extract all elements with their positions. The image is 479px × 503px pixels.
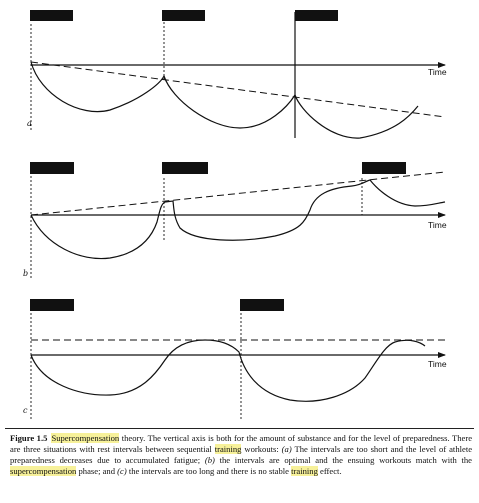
figure-caption [10,433,472,477]
caption-subfigure-ref: (a) [281,444,292,454]
workout-bar [162,162,208,174]
time-axis-label: Time [428,67,447,77]
preparedness-curve [31,340,425,401]
highlighted-term: training [214,444,242,454]
panel-label: a [27,119,32,128]
caption-subfigure-ref: (b) [204,455,215,465]
caption-text: theory. The vertical axis is both for the amount of substance and for the level of preparedness. There are three situations with rest intervals between sequential [10,433,473,454]
workout-bar [30,10,73,21]
panel-label: b [23,269,29,278]
workout-bar [30,299,74,311]
highlighted-term: training [291,466,318,476]
caption-text: effect. [317,466,342,476]
preparedness-curve [31,62,418,138]
workout-bar [295,10,338,21]
workout-bar [30,162,74,174]
trend-line [31,62,445,117]
time-axis-label: Time [428,220,447,230]
preparedness-curve [31,180,445,259]
panel-c [23,299,447,420]
time-axis-label: Time [428,359,447,369]
panel-a [27,10,447,138]
caption-rule [5,428,474,429]
panel-b [23,162,447,278]
trend-line [31,172,445,215]
caption-subfigure-ref: (c) [117,466,127,476]
workout-bar [162,10,205,21]
caption-text: workouts: [241,444,282,454]
caption-text: The intervals are too short and the level of athlete preparedness decreases due to accumulated fatigue; [10,444,473,465]
caption-text: phase; and [76,466,118,476]
caption-body [10,433,472,476]
workout-bar [240,299,284,311]
caption-text: the intervals are optimal and the ensuing workouts match with the [214,455,472,465]
figure-number: Figure 1.5 [10,433,48,443]
caption-text: the intervals are too long and there is no stable [126,466,292,476]
workout-bar [362,162,406,174]
panel-label: c [23,406,28,415]
highlighted-term: Supercompensation [51,433,120,443]
highlighted-term: supercompensation [10,466,77,476]
